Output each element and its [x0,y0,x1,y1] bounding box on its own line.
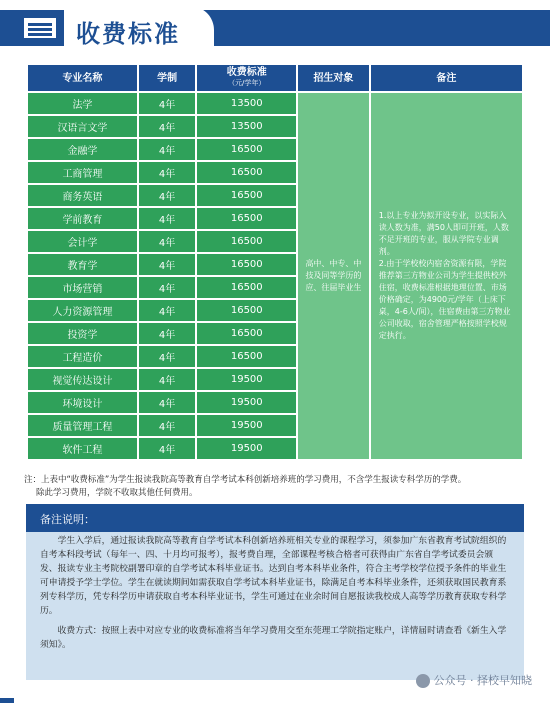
table-row [28,93,522,114]
page-title: 收费标准 [76,20,180,48]
cell-major: 会计学 [28,231,137,252]
cell-fee: 16500 [197,162,296,183]
cell-fee: 19500 [197,438,296,459]
cell-major: 软件工程 [28,438,137,459]
table-note [24,474,526,500]
header-fee-label: 收费标准 [226,67,267,78]
cell-major: 人力资源管理 [28,300,137,321]
cell-major: 投资学 [28,323,137,344]
remarks-paragraph-1: 学生入学后，通过报读我院高等教育自学考试本科创新培养班相关专业的课程学习，须参加广东省教育考试院组织的自考本科段考试（每年一、四、十月均可报考），报考费自理，全部课程考核合格者可获得由广东省自学考试委员会颁发、报读专业主考院校副署印章的自学考试本科毕业证书。达到自考本科毕业条件，符合主考学校学位授予条件的毕业生可申请授予学士学位。学生在就读期间如需获取自学考试本科毕业证书，除满足自考本科毕业条件，还须获取国民教育系列专科学历，凭专科学历申请获取自考本科毕业证书，学生可通过在业余时间自愿报读我校成人高等学历教育获取专科学历。 [40,536,507,616]
footer-bar [0,698,14,703]
cell-major: 学前教育 [28,208,137,229]
cell-fee: 16500 [197,323,296,344]
cell-system: 4年 [139,116,195,137]
cell-system: 4年 [139,369,195,390]
cell-major: 金融学 [28,139,137,160]
target-cell: 高中、中专、中技及同等学历的应、往届毕业生 [298,93,369,459]
cell-system: 4年 [139,300,195,321]
wechat-icon [416,674,430,688]
remarks-cell: 1.以上专业为拟开设专业，以实际入读人数为准，满50人即可开班，人数不足开班的专业，服从学院专业调剂。 2.由于学校校内宿舍资源有限，学院推荐第三方物业公司为学生提供校外住宿，收费标准根据地理位置、市场价格确定，为4900元/学年（上床下桌，4-6人/间），住宿费由第三方物业公司收取，宿舍管理严格按照学校规定执行。 [371,93,522,459]
header-fee [197,65,296,91]
cell-system: 4年 [139,185,195,206]
header-fee-unit: （元/学年） [228,79,266,87]
cell-system: 4年 [139,254,195,275]
cell-system: 4年 [139,392,195,413]
note-line-2: 除此学习费用，学院不收取其他任何费用。 [36,488,198,498]
cell-major: 质量管理工程 [28,415,137,436]
cell-fee: 19500 [197,369,296,390]
note-line-1: 注：上表中“收费标准”为学生报读我院高等教育自学考试本科创新培养班的学习费用，不含学生报读专科学历的学费。 [24,475,467,485]
header-system: 学制 [139,65,195,91]
cell-system: 4年 [139,415,195,436]
header-target: 招生对象 [298,65,369,91]
remarks-paragraph-2: 收费方式：按照上表中对应专业的收费标准将当年学习费用交至东莞理工学院指定账户，详情届时请查看《新生入学须知》。 [40,626,507,650]
cell-fee: 16500 [197,346,296,367]
table-body [28,93,522,459]
remarks-title-text: 备注说明： [40,513,95,526]
cell-major: 工程造价 [28,346,137,367]
page-header [0,0,550,60]
cell-system: 4年 [139,438,195,459]
fee-table [26,63,524,461]
watermark-text: 公众号 · 择校早知晓 [433,674,532,687]
cell-major: 工商管理 [28,162,137,183]
cell-system: 4年 [139,346,195,367]
cell-system: 4年 [139,139,195,160]
cell-major: 法学 [28,93,137,114]
cell-major: 市场营销 [28,277,137,298]
cell-fee: 16500 [197,185,296,206]
cell-major: 教育学 [28,254,137,275]
cell-system: 4年 [139,231,195,252]
cell-fee: 16500 [197,277,296,298]
watermark [416,672,533,688]
cell-major: 视觉传达设计 [28,369,137,390]
cell-major: 汉语言文学 [28,116,137,137]
cell-major: 商务英语 [28,185,137,206]
document-icon [22,16,58,40]
cell-fee: 19500 [197,415,296,436]
cell-fee: 16500 [197,300,296,321]
cell-system: 4年 [139,208,195,229]
table-header-row [28,65,522,91]
cell-system: 4年 [139,162,195,183]
cell-system: 4年 [139,323,195,344]
cell-fee: 13500 [197,93,296,114]
cell-fee: 16500 [197,231,296,252]
remarks-box-content [26,534,524,652]
remarks-box-title [26,504,524,532]
cell-fee: 19500 [197,392,296,413]
cell-fee: 16500 [197,254,296,275]
header-major: 专业名称 [28,65,137,91]
cell-fee: 16500 [197,208,296,229]
cell-system: 4年 [139,93,195,114]
cell-fee: 13500 [197,116,296,137]
cell-major: 环境设计 [28,392,137,413]
header-remarks: 备注 [371,65,522,91]
cell-fee: 16500 [197,139,296,160]
cell-system: 4年 [139,277,195,298]
